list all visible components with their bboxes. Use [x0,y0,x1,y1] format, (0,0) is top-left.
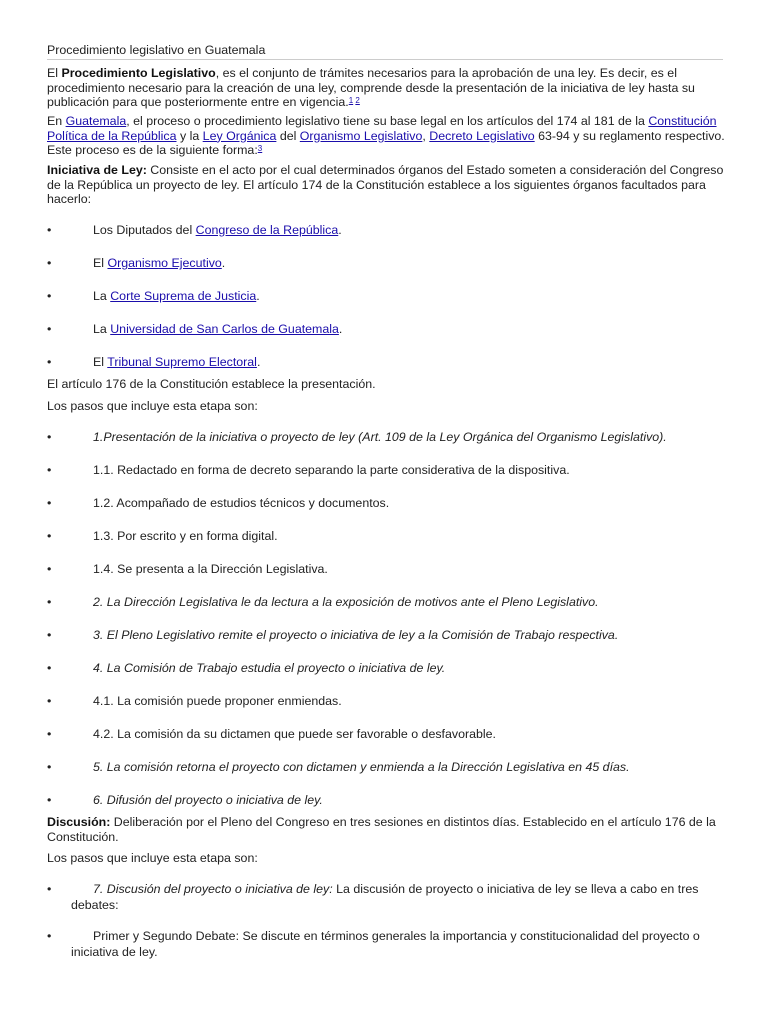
list-item: • Primer y Segundo Debate: Se discute en términos generales la importancia y constitucionalidad del proyecto o iniciativa de ley. [47,929,700,959]
list-item: • 1.4. Se presenta a la Dirección Legislativa. [47,562,328,576]
reference-link-3[interactable]: 3 [257,144,263,154]
bullet-icon: • [47,694,52,708]
presentacion-note: El artículo 176 de la Constitución establece la presentación. [47,377,376,391]
list-item: • 1.Presentación de la iniciativa o proyecto de ley (Art. 109 de la Ley Orgánica del Organismo Legislativo). [47,430,667,444]
iniciativa-text: Consiste en el acto por el cual determinados órganos del Estado someten a consideración del Congreso de la República un proyecto de ley. El artículo 174 de la Constitución establece a los siguientes órganos facultados para hacerlo: [47,163,724,207]
bullet-icon: • [47,496,52,510]
bullet-icon: • [47,463,52,477]
list-item: • 2. La Dirección Legislativa le da lectura a la exposición de motivos ante el Pleno Legislativo. [47,595,599,609]
discusion-text: Deliberación por el Pleno del Congreso en tres sesiones en distintos días. Establecido en el artículo 176 de la Constitución. [47,815,716,844]
link-guatemala[interactable]: Guatemala [65,114,127,128]
list-item: • 1.2. Acompañado de estudios técnicos y documentos. [47,496,390,510]
bullet-icon: • [47,355,52,369]
legal-basis-paragraph [47,114,737,158]
link-ley-organica[interactable]: Ley Orgánica [202,128,277,143]
link-congreso[interactable]: Congreso de la República [195,223,339,237]
intro-text-start: El [47,66,62,80]
bullet-icon: • [47,223,52,237]
list-item: • 4.1. La comisión puede proponer enmiendas. [47,694,342,708]
bullet-icon: • [47,882,52,896]
bullet-icon: • [47,793,52,807]
list-item: • La Corte Suprema de Justicia. [47,289,260,303]
link-corte-suprema[interactable]: Corte Suprema de Justicia [110,289,257,303]
list-item: • 3. El Pleno Legislativo remite el proyecto o iniciativa de ley a la Comisión de Trabajo respectiva. [47,628,619,642]
bullet-icon: • [47,727,52,741]
bullet-icon: • [47,562,52,576]
bullet-icon: • [47,760,52,774]
bullet-icon: • [47,322,52,336]
bullet-icon: • [47,529,52,543]
link-constitucion[interactable]: Constitución Política de la República [47,114,717,143]
list-item: • 7. Discusión del proyecto o iniciativa de ley: La discusión de proyecto o iniciativa de ley se lleva a cabo en tres debates: [47,882,699,912]
intro-text: , es el conjunto de trámites necesarios para la aprobación de una ley. Es decir, es el procedimiento necesario para la creación de una ley, comprende desde la presentación de la iniciativa de ley hasta su publicación para que posteriormente entre en vigencia. [47,66,695,110]
list-item: • 1.1. Redactado en forma de decreto separando la parte considerativa de la dispositiva. [47,463,570,477]
link-usac[interactable]: Universidad de San Carlos de Guatemala [110,322,339,336]
list-item: • 4.2. La comisión da su dictamen que puede ser favorable o desfavorable. [47,727,496,741]
legal-text-4: del [276,128,300,143]
intro-paragraph [47,66,737,110]
reference-link-2[interactable]: 2 [355,96,360,106]
intro-bold-term: Procedimiento Legislativo [61,66,216,80]
legal-text-1: En [47,114,66,128]
bullet-icon: • [47,289,52,303]
page-title: Procedimiento legislativo en Guatemala [47,43,723,60]
list-item: • Los Diputados del Congreso de la República. [47,223,342,237]
legal-text-3: y la [176,128,203,143]
discusion-paragraph [47,815,737,844]
steps-intro-2: Los pasos que incluye esta etapa son: [47,851,258,865]
legal-text-6: 63-94 y su reglamento respectivo. Este proceso es de la siguiente forma: [47,128,725,158]
legal-text-2: , el proceso o procedimiento legislativo tiene su base legal en los artículos del 174 al 181 de la [126,114,649,128]
list-item: • 6. Difusión del proyecto o iniciativa de ley. [47,793,323,807]
bullet-icon: • [47,661,52,675]
list-item: • 1.3. Por escrito y en forma digital. [47,529,278,543]
reference-link-1[interactable]: 1 [348,96,354,106]
bullet-icon: • [47,430,52,444]
link-organismo-legislativo[interactable]: Organismo Legislativo [299,128,423,143]
list-item: • 4. La Comisión de Trabajo estudia el proyecto o iniciativa de ley. [47,661,446,675]
steps-intro: Los pasos que incluye esta etapa son: [47,399,258,413]
list-item: • El Tribunal Supremo Electoral. [47,355,261,369]
legal-text-5: , [422,128,430,143]
bullet-icon: • [47,929,52,943]
discusion-heading: Discusión: [47,815,111,829]
link-organismo-ejecutivo[interactable]: Organismo Ejecutivo [107,256,222,270]
list-item: • 5. La comisión retorna el proyecto con dictamen y enmienda a la Dirección Legislativa en 45 días. [47,760,630,774]
bullet-icon: • [47,595,52,609]
list-item: • La Universidad de San Carlos de Guatemala. [47,322,343,336]
link-decreto-legislativo[interactable]: Decreto Legislativo [429,128,535,143]
bullet-icon: • [47,256,52,270]
link-tribunal-electoral[interactable]: Tribunal Supremo Electoral [107,355,257,369]
iniciativa-heading: Iniciativa de Ley: [47,163,147,177]
bullet-icon: • [47,628,52,642]
iniciativa-paragraph [47,163,737,207]
list-item: • El Organismo Ejecutivo. [47,256,226,270]
